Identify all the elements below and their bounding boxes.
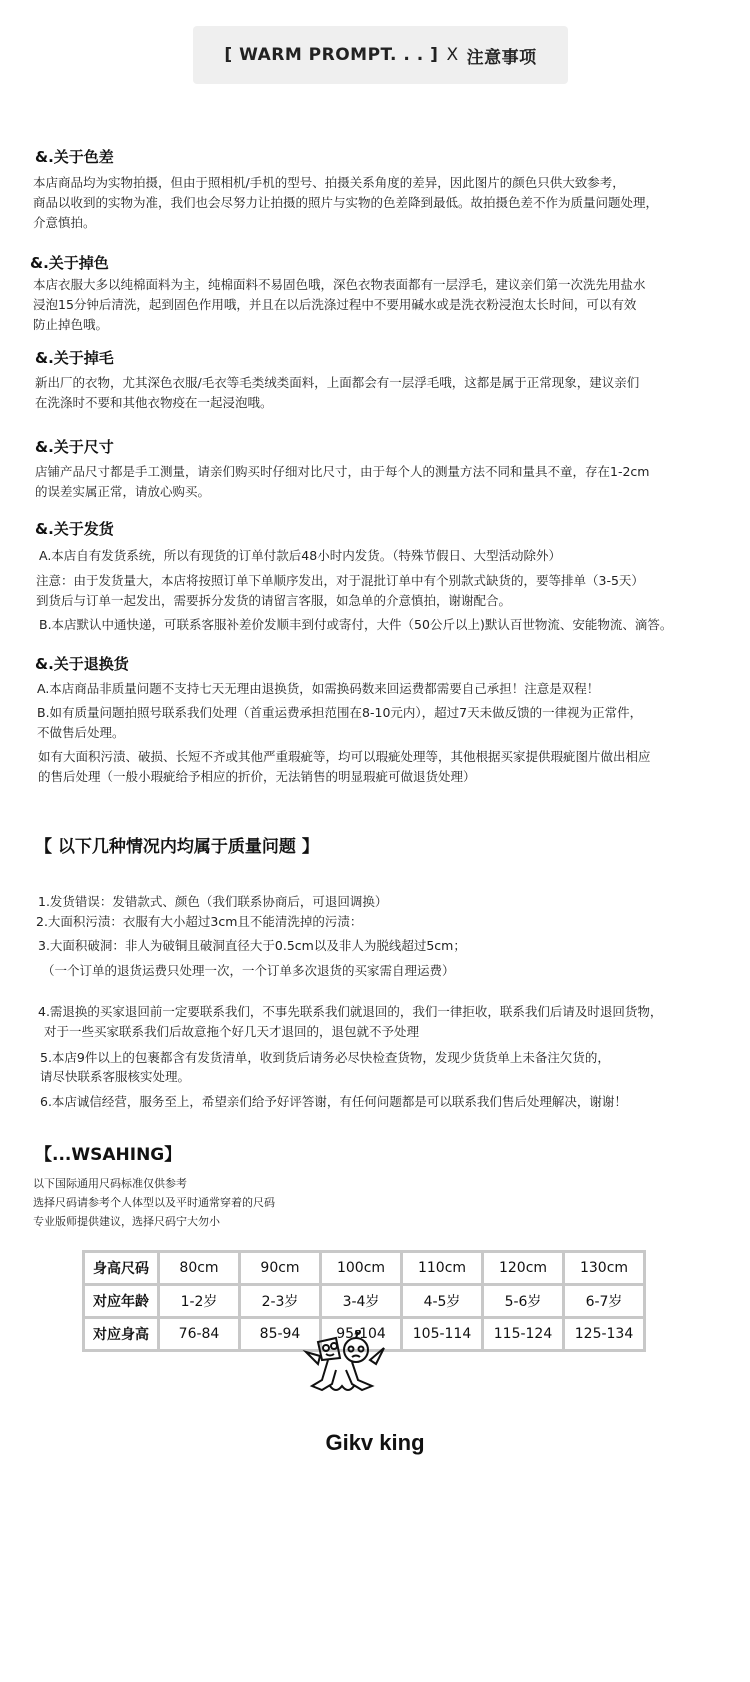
quality-item: 2.大面积污渍：衣服有大小超过3cm且不能清洗掉的污渍： [36, 914, 363, 929]
quality-item: （一个订单的退货运费只处理一次，一个订单多次退货的买家需自理运费） [42, 963, 455, 978]
section-text: 浸泡15分钟后清洗，起到固色作用哦，并且在以后洗涤过程中不要用碱水或是洗衣粉浸泡太长时间，可以有效 [33, 297, 637, 312]
size-cell: 5-6岁 [484, 1286, 562, 1316]
size-cell: 80cm [160, 1253, 238, 1283]
quality-item: 4.需退换的买家退回前一定要联系我们，不事先联系我们就退回的，我们一律拒收，联系我们后请及时退回货物， [38, 1004, 663, 1019]
sizing-note: 选择尺码请参考个人体型以及平时通常穿着的尺码 [33, 1196, 275, 1209]
quality-item: 3.大面积破洞：非人为破铜且破洞直径大于0.5cm以及非人为脱线超过5cm； [38, 938, 466, 953]
banner-title-cn: 注意事项 [466, 47, 537, 68]
brand-logo-illustration [300, 1330, 390, 1402]
quality-title: 【 以下几种情况内均属于质量问题 】 [35, 837, 319, 857]
brand-name: Gikv king [325, 1430, 425, 1455]
section-text: 防止掉色哦。 [33, 317, 109, 332]
size-cell: 120cm [484, 1253, 562, 1283]
section-text: 到货后与订单一起发出，需要拆分发货的请留言客服，如急单的介意慎拍，谢谢配合。 [36, 593, 512, 608]
size-row-header: 身高尺码 [85, 1253, 157, 1283]
size-cell: 90cm [241, 1253, 319, 1283]
section-text: 本店商品均为实物拍摄，但由于照相机/手机的型号、拍摄关系角度的差异，因此图片的颜色只供大致参考， [33, 175, 625, 190]
size-row-header: 对应身高 [85, 1319, 157, 1349]
section-text: A.本店自有发货系统，所以有现货的订单付款后48小时内发货。（特殊节假日、大型活动除外） [39, 548, 561, 563]
size-row [85, 1286, 643, 1316]
section-text: 本店衣服大多以纯棉面料为主，纯棉面料不易固色哦，深色衣物表面都有一层浮毛，建议亲们第一次洗先用盐水 [33, 277, 646, 292]
section-text: B.如有质量问题拍照号联系我们处理（首重运费承担范围在8-10元内），超过7天未做反馈的一律视为正常件， [37, 705, 643, 720]
section-text: A.本店商品非质量问题不支持七天无理由退换货，如需换码数来回运费都需要自己承担！注意是双程！ [37, 681, 600, 696]
sizing-note: 专业版师提供建议，选择尺码宁大勿小 [33, 1215, 220, 1228]
quality-item: 6.本店诚信经营，服务至上，希望亲们给予好评答谢，有任何问题都是可以联系我们售后处理解决，谢谢！ [40, 1094, 627, 1109]
quality-item: 对于一些买家联系我们后故意拖个好几天才退回的，退包就不予处理 [44, 1024, 420, 1039]
size-cell: 130cm [565, 1253, 643, 1283]
size-cell: 85-94 [241, 1319, 319, 1349]
size-row-header: 对应年龄 [85, 1286, 157, 1316]
section-text: 的售后处理（一般小瑕疵给予相应的折价，无法销售的明显瑕疵可做退货处理） [38, 769, 476, 784]
section-heading: &.关于退换货 [35, 655, 129, 673]
size-cell: 125-134 [565, 1319, 643, 1349]
size-cell: 76-84 [160, 1319, 238, 1349]
section-text: 的误差实属正常，请放心购买。 [35, 484, 211, 499]
section-text: 不做售后处理。 [37, 725, 125, 740]
section-heading: &.关于掉毛 [35, 349, 114, 367]
banner-title-en: [ WARM PROMPT. . . ] [224, 45, 439, 65]
size-cell: 6-7岁 [565, 1286, 643, 1316]
section-text: 在洗涤时不要和其他衣物疫在一起浸泡哦。 [35, 395, 273, 410]
section-heading: &.关于色差 [35, 148, 114, 166]
size-cell: 1-2岁 [160, 1286, 238, 1316]
banner-separator: X [446, 45, 459, 65]
size-cell: 2-3岁 [241, 1286, 319, 1316]
section-heading: &.关于发货 [35, 520, 114, 538]
section-text: 店铺产品尺寸都是手工测量，请亲们购买时仔细对比尺寸，由于每个人的测量方法不同和量具不童，存在1-2cm [35, 464, 650, 479]
size-cell: 115-124 [484, 1319, 562, 1349]
quality-item: 1.发货错误：发错款式、颜色（我们联系协商后，可退回调换） [38, 894, 388, 909]
size-row [85, 1253, 643, 1283]
section-text: 商品以收到的实物为准，我们也会尽努力让拍摄的照片与实物的色差降到最低。故拍摄色差不作为质量问题处理， [33, 195, 659, 210]
section-text: 注意：由于发货量大，本店将按照订单下单顺序发出，对于混批订单中有个别款式缺货的，要等排单（3-5天） [36, 573, 644, 588]
quality-item: 5.本店9件以上的包裹都含有发货清单，收到货后请务必尽快检查货物，发现少货货单上未备注欠货的， [40, 1050, 610, 1065]
section-text: 如有大面积污渍、破损、长短不齐或其他严重瑕疵等，均可以瑕疵处理等，其他根据买家提供瑕疵图片做出相应 [38, 749, 651, 764]
warm-prompt-banner [193, 26, 568, 84]
size-cell: 95-104 [322, 1319, 400, 1349]
section-text: 新出厂的衣物，尤其深色衣服/毛衣等毛类绒类面料，上面都会有一层浮毛哦，这都是属于正常现象，建议亲们 [35, 375, 640, 390]
size-cell: 105-114 [403, 1319, 481, 1349]
section-text: B.本店默认中通快递，可联系客服补差价发顺丰到付或寄付，大件（50公斤以上)默认百世物流、安能物流、滴答。 [39, 617, 673, 632]
sizing-note: 以下国际通用尺码标准仅供参考 [33, 1177, 187, 1190]
size-cell: 110cm [403, 1253, 481, 1283]
size-cell: 3-4岁 [322, 1286, 400, 1316]
size-cell: 4-5岁 [403, 1286, 481, 1316]
section-heading: &.关于尺寸 [35, 438, 114, 456]
section-text: 介意慎拍。 [33, 215, 96, 230]
size-cell: 100cm [322, 1253, 400, 1283]
quality-item: 请尽快联系客服核实处理。 [40, 1069, 191, 1084]
section-heading: &.关于掉色 [30, 254, 109, 272]
sizing-title: 【...WSAHING】 [35, 1145, 182, 1165]
